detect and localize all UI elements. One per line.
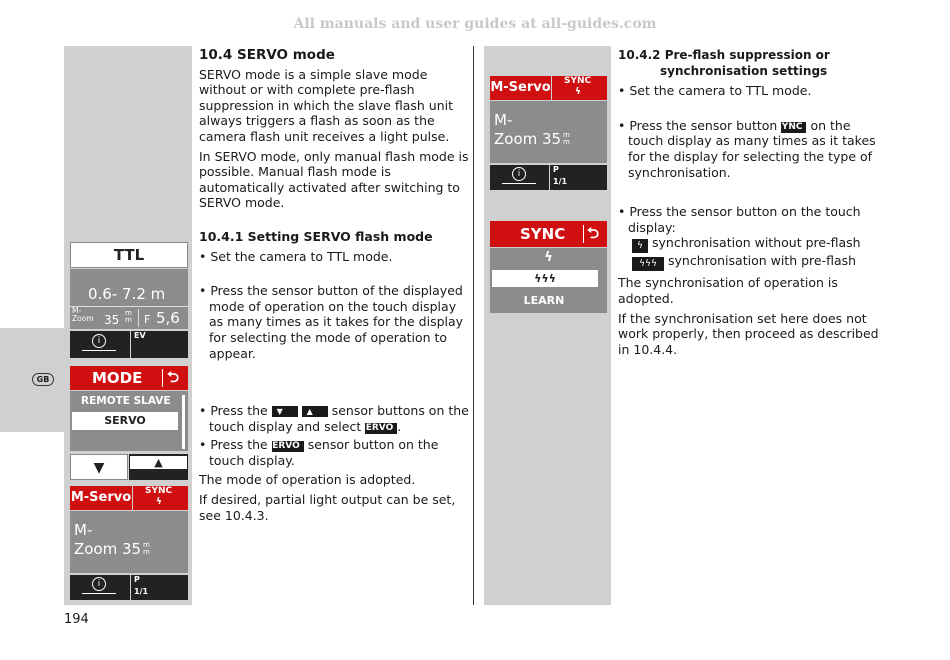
mode-item-remote-slave[interactable]: REMOTE SLAVE [81, 395, 171, 407]
zoom-label: M- Zoom [72, 306, 94, 323]
servo-chip: SERVO [365, 423, 397, 434]
step-press-sync-a: • Press the sensor button [618, 117, 778, 133]
section-heading: 10.4 SERVO mode [199, 47, 335, 63]
ttl-lcd [70, 269, 188, 329]
servo-p-button[interactable] [131, 575, 188, 600]
ev-label: EV [134, 331, 146, 340]
ttl-display [70, 242, 188, 358]
aperture-label: F [144, 313, 151, 326]
option-no-preflash-text: synchronisation without pre-flash [651, 235, 861, 251]
p-label: P [553, 165, 559, 174]
note-text: If desired, partial light output can be set, see 10.4.3. [199, 492, 456, 523]
sync-title: SYNC [520, 225, 566, 243]
mode-list [70, 391, 188, 451]
sync-options [490, 248, 607, 313]
info-underline [502, 183, 536, 184]
zoom-unit: m m [143, 541, 150, 556]
zoom-unit: m m [125, 309, 132, 324]
aperture-value: 5,6 [156, 309, 180, 327]
column-divider [473, 46, 474, 605]
back-icon[interactable]: ⮌ [587, 224, 600, 242]
up-arrow-button[interactable] [129, 454, 188, 480]
note-text: If the synchronisation set here does not work properly, then proceed as described in 10.4.4. [618, 310, 879, 357]
servo-chip: SERVO [272, 441, 304, 452]
single-flash-icon: ϟ [632, 239, 648, 253]
section-heading-line1: 10.4.2 Pre-flash suppression or [618, 48, 830, 62]
flash-icon: ϟ [575, 87, 581, 97]
watermark: All manuals and user guides at all-guides.com [293, 16, 657, 32]
sync-label: SYNC [145, 486, 173, 496]
fraction-value: 1/1 [134, 587, 149, 596]
left-column [199, 48, 469, 523]
info-underline [82, 350, 116, 351]
step-set-ttl: • Set the camera to TTL mode. [618, 83, 812, 99]
info-underline [82, 593, 116, 594]
page-number: 194 [64, 612, 89, 627]
servo-lcd [490, 101, 607, 163]
up-arrow-inner: ▲ [130, 456, 187, 469]
mode-title-bar [70, 366, 188, 390]
zoom-value: 35 [104, 313, 120, 327]
multi-flash-icon: ϟϟϟ [632, 257, 664, 271]
step-press-sync [618, 118, 888, 180]
title-separator [583, 225, 584, 243]
step-select-servo-a: • Press the [199, 403, 268, 419]
ttl-ev-button[interactable] [131, 331, 188, 358]
down-arrow-icon: ▼ [272, 406, 298, 417]
zoom-line1: M- [494, 111, 513, 129]
sync-chip: SYNC [781, 122, 806, 133]
sync-button[interactable] [552, 76, 607, 100]
down-arrow-button[interactable]: ▼ [70, 454, 128, 480]
sync-display [490, 221, 607, 313]
back-icon[interactable]: ⮌ [167, 368, 180, 386]
flash-icon: ϟ [156, 497, 162, 507]
servo-info-button[interactable] [70, 575, 130, 600]
option-no-preflash [618, 235, 888, 253]
sync-label: SYNC [564, 76, 592, 86]
servo-mode-button[interactable]: M-Servo [490, 76, 551, 100]
step-choose-sync: • Press the sensor button on the touch display: [618, 204, 861, 235]
subsection-heading: 10.4.1 Setting SERVO flash mode [199, 228, 433, 244]
servo-display-right [490, 76, 607, 190]
scrollbar[interactable] [182, 395, 185, 449]
info-icon: i [512, 167, 526, 181]
learn-button[interactable]: LEARN [523, 294, 565, 307]
range-value: 0.6- 7.2 m [88, 285, 166, 303]
servo-p-button[interactable] [550, 165, 607, 190]
step-press-sync-b: on the touch display as many times as it takes for the display for selecting the type of synchronisation. [628, 117, 876, 180]
intro-paragraph: SERVO mode is a simple slave mode without or with complete pre-flash suppression in which the slave flash unit always triggers a flash as soon as the camera flash unit receives a light pulse. [199, 66, 454, 144]
language-badge: GB [32, 373, 54, 386]
sync-option-no-preflash[interactable]: ϟ [544, 250, 553, 265]
title-separator [162, 369, 163, 387]
zoom-line1: M- [74, 521, 93, 539]
info-icon: i [92, 577, 106, 591]
up-arrow-icon: ▲ [302, 406, 328, 417]
step-press-mode: • Press the sensor button of the displayed mode of operation on the touch display as many times as it takes for the display for selecting the mode of operation to appear. [199, 283, 464, 361]
zoom-line2: Zoom 35 [494, 130, 562, 148]
right-column [618, 48, 888, 357]
step-set-ttl: • Set the camera to TTL mode. [199, 248, 393, 264]
servo-lcd [70, 511, 188, 573]
step-press-servo-b: sensor button on the touch display. [209, 437, 439, 468]
zoom-unit: m m [563, 131, 570, 146]
intro-paragraph-2: In SERVO mode, only manual flash mode is possible. Manual flash mode is automatically activated after switching to SERVO mode. [199, 148, 469, 211]
option-preflash [618, 253, 888, 271]
step-press-servo-a: • Press the [199, 437, 268, 453]
info-icon: i [92, 334, 106, 348]
mode-title: MODE [92, 369, 143, 387]
mode-item-servo[interactable]: SERVO [72, 412, 178, 430]
step-press-servo [199, 437, 469, 468]
result-text: The synchronisation of operation is adopted. [618, 275, 838, 306]
section-heading-line2: synchronisation settings [660, 63, 828, 78]
sync-option-preflash[interactable]: ϟϟϟ [492, 270, 598, 287]
sync-title-bar [490, 221, 607, 247]
fraction-value: 1/1 [553, 177, 568, 186]
sync-button[interactable] [133, 486, 188, 510]
zoom-line2: Zoom 35 [74, 540, 142, 558]
result-text: The mode of operation is adopted. [199, 472, 416, 488]
servo-mode-button[interactable]: M-Servo [70, 486, 132, 510]
step-select-servo-b: sensor buttons on the touch display and select [209, 403, 469, 434]
option-preflash-text: synchronisation with pre-flash [667, 253, 857, 269]
step-select-servo: • Press the ▼ ▲ sensor buttons on the touch display and select SERVO . [199, 403, 469, 434]
p-label: P [134, 575, 140, 584]
mode-display [70, 366, 188, 480]
servo-info-button[interactable] [490, 165, 549, 190]
lcd-vertical-separator [138, 309, 139, 327]
servo-display-left [70, 486, 188, 600]
ttl-mode-button: TTL [70, 242, 188, 268]
ttl-info-button[interactable] [70, 331, 130, 358]
